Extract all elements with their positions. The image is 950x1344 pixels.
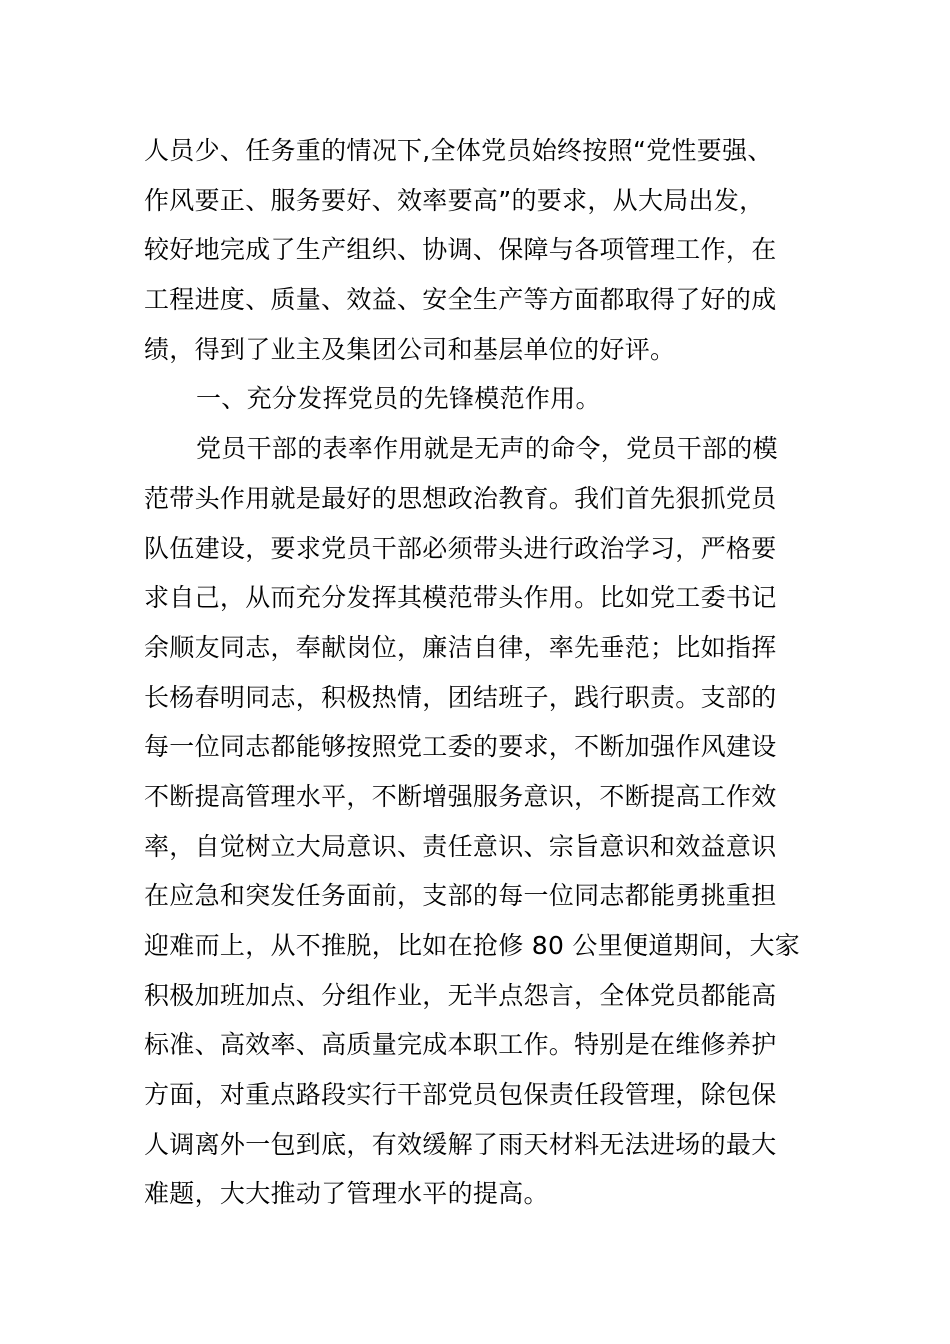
text-line: 一、充分发挥党员的先锋模范作用。: [196, 384, 601, 414]
text-line: 迎难而上，从不推脱，比如在抢修 80 公里便道期间，大家: [144, 931, 801, 960]
text-line: 率，自觉树立大局意识、责任意识、宗旨意识和效益意识: [144, 831, 777, 861]
text-line: 标准、高效率、高质量完成本职工作。特别是在维修养护: [144, 1030, 777, 1060]
text-line: 工程进度、质量、效益、安全生产等方面都取得了好的成: [144, 285, 777, 315]
text-line: 积极加班加点、分组作业，无半点怨言，全体党员都能高: [144, 980, 777, 1010]
text-line: 长杨春明同志，积极热情，团结班子，践行职责。支部的: [144, 682, 777, 712]
text-line: 余顺友同志，奉献岗位，廉洁自律，率先垂范；比如指挥: [144, 632, 777, 662]
text-line: 不断提高管理水平，不断增强服务意识，不断提高工作效: [144, 781, 777, 811]
text-line: 作风要正、服务要好、效率要高”的要求，从大局出发，: [144, 185, 765, 215]
text-line: 较好地完成了生产组织、协调、保障与各项管理工作，在: [144, 235, 777, 265]
text-line: 范带头作用就是最好的思想政治教育。我们首先狠抓党员: [144, 483, 777, 513]
text-line: 方面，对重点路段实行干部党员包保责任段管理，除包保: [144, 1080, 777, 1110]
text-line: 党员干部的表率作用就是无声的命令，党员干部的模: [196, 434, 778, 464]
text-line: 难题，大大推动了管理水平的提高。: [144, 1179, 549, 1209]
text-line: 人调离外一包到底，有效缓解了雨天材料无法进场的最大: [144, 1129, 777, 1159]
text-line: 人员少、任务重的情况下,全体党员始终按照“党性要强、: [144, 136, 773, 165]
text-line: 求自己，从而充分发挥其模范带头作用。比如党工委书记: [144, 583, 777, 613]
body-text: [144, 126, 824, 1219]
text-line: 绩，得到了业主及集团公司和基层单位的好评。: [144, 334, 676, 364]
text-line: 队伍建设，要求党员干部必须带头进行政治学习，严格要: [144, 533, 777, 563]
text-line: 每一位同志都能够按照党工委的要求，不断加强作风建设: [144, 732, 777, 762]
text-line: 在应急和突发任务面前，支部的每一位同志都能勇挑重担: [144, 881, 777, 911]
